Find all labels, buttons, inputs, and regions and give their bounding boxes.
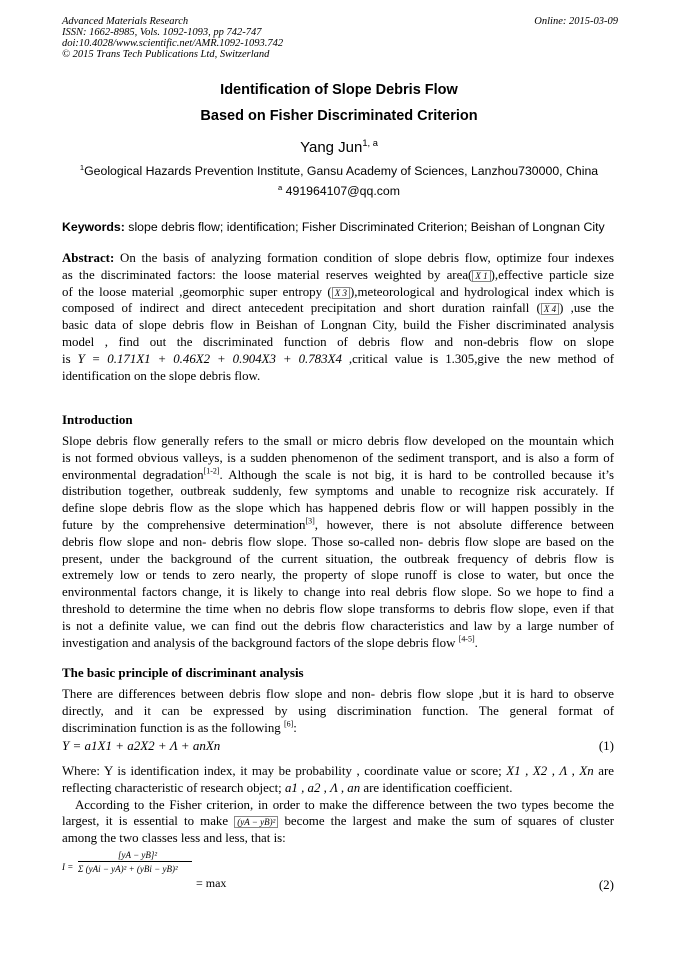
paper-title-line1: Identification of Slope Debris Flow xyxy=(220,82,458,98)
equation-2-numerator: [yA − yB]² xyxy=(118,850,158,860)
email-line xyxy=(0,184,678,198)
online-date: Online: 2015-03-09 xyxy=(534,16,618,27)
journal-name: Advanced Materials Research xyxy=(62,16,189,27)
equation-1-body: Y = a1X1 + a2X2 + Λ + anXn xyxy=(62,738,221,753)
copyright-line: © 2015 Trans Tech Publications Ltd, Switzerland xyxy=(62,49,270,60)
equation-2-lhs: I = xyxy=(62,862,74,872)
abstract-label: Abstract: xyxy=(62,251,115,265)
equation-2-rhs: = max xyxy=(196,876,227,890)
symbol-x1: X 1 xyxy=(472,270,490,282)
principle-body: There are differences between debris flow slope and non- debris flow slope ,but it is hard to observe directly, and it can be expressed by using discrimination function. The general format of discrimination function is as the following [6]: xyxy=(62,687,614,735)
paper-title-line2: Based on Fisher Discriminated Criterion xyxy=(200,108,478,124)
equation-2-denominator: Σ (yAi − yA)² + (yBi − yB)² xyxy=(78,864,178,874)
author xyxy=(0,139,678,156)
symbol-a-list: a1 , a2 , Λ , an xyxy=(284,780,361,795)
author-sup: 1, a xyxy=(362,138,378,148)
equation-2-number: (2) xyxy=(598,877,614,892)
equation-1-number: (1) xyxy=(598,738,614,753)
mean-difference: (yA − yB)² xyxy=(234,816,278,828)
citation: [3] xyxy=(305,516,315,526)
keywords xyxy=(62,220,618,234)
affiliation-text: Geological Hazards Prevention Institute, Gansu Academy of Sciences, Lanzhou730000, China xyxy=(84,164,599,178)
symbol-x4: X 4 xyxy=(541,303,559,315)
affiliation xyxy=(0,164,678,178)
citation: [1-2] xyxy=(203,466,220,476)
affiliation-sup: 1 xyxy=(79,162,85,172)
equation-2 xyxy=(62,850,614,892)
introduction-body: Slope debris flow generally refers to the small or micro debris flow developed on the mountain which is not formed obvious valleys, is a sudden phenomenon of the sediment transport, and is also a form of environmental degradation[1-2]. Although the scale is not big, it is hard to be controlled because it’s distribution together, outbreak suddenly, few symptoms and unable to recognize risk accurately. If define slope debris flow as the slope which has happened debris flow or will happen possibly in the future by the comprehensive determination[3], however, there is not absolute difference between debris flow slope and non- debris flow slope. Those so-called non- debris flow slope are based on the present, under the background of the current situation, the outbreak frequency of debris flow is extremely low or tends to zero nearly, the property of slope runoff is close to water, but once the environmental factors change, it is likely to change into real debris flow slope. So we hope to find a threshold to determine the time when no debris flow slope transforms to debris flow slope, even if that is not a definite value, we can find out the debris flow characteristics and law by a large number of investigation and analysis of the background factors of the slope debris flow [4-5]. xyxy=(62,434,614,650)
principle-body-2: Where: Y is identification index, it may be probability , coordinate value or score; X1 , X2 , Λ , Xn are reflecting characteristic of research object; a1 , a2 , Λ , an are identification coefficient. According to the Fisher criterion, in order to make the difference between the two types become the largest, it is essential to make (yA − yB)² become the largest and make the sum of squares of cluster among the two classes less and less, that is: xyxy=(62,764,614,846)
keywords-label: Keywords: xyxy=(62,220,125,234)
abstract: Abstract: On the basis of analyzing formation condition of slope debris flow, optimize four indexes as the discriminated factors: the loose material reserves weighted by area( X 1 ),effective particle size of the loose material ,geomorphic super entropy ( X 3 ),meteorological and hydrological index which is composed of indirect and direct antecedent precipitation and short duration rainfall ( X 4 ) ,use the basic data of slope debris flow in Beishan of Longnan City, build the Fisher discriminated analysis model , find out the discriminated function of debris flow and non-debris flow on slope is Y = 0.171X1 + 0.46X2 + 0.904X3 + 0.783X4 ,critical value is 1.305,give the new method of identification on the slope debris flow. xyxy=(62,251,615,383)
introduction-heading: Introduction xyxy=(62,412,133,427)
symbol-x-list: X1 , X2 , Λ , Xn xyxy=(506,764,594,778)
doi-line: doi:10.4028/www.scientific.net/AMR.1092-1093.742 xyxy=(62,38,284,49)
email: 491964107@qq.com xyxy=(282,184,400,198)
email-sup: a xyxy=(277,182,283,192)
citation: [4-5] xyxy=(458,634,475,644)
discriminant-equation: Y = 0.171X1 + 0.46X2 + 0.904X3 + 0.783X4 xyxy=(77,351,342,366)
fraction-bar xyxy=(78,861,192,862)
journal-header xyxy=(62,16,618,60)
author-name: Yang Jun xyxy=(300,139,363,156)
keywords-text: slope debris flow; identification; Fisher Discriminated Criterion; Beishan of Longnan City xyxy=(124,220,605,234)
principle-heading: The basic principle of discriminant analysis xyxy=(62,665,304,680)
equation-1 xyxy=(62,738,614,754)
symbol-x3: X 3 xyxy=(332,287,350,299)
issn-line: ISSN: 1662-8985, Vols. 1092-1093, pp 742-747 xyxy=(62,27,262,38)
citation: [6] xyxy=(283,719,294,729)
